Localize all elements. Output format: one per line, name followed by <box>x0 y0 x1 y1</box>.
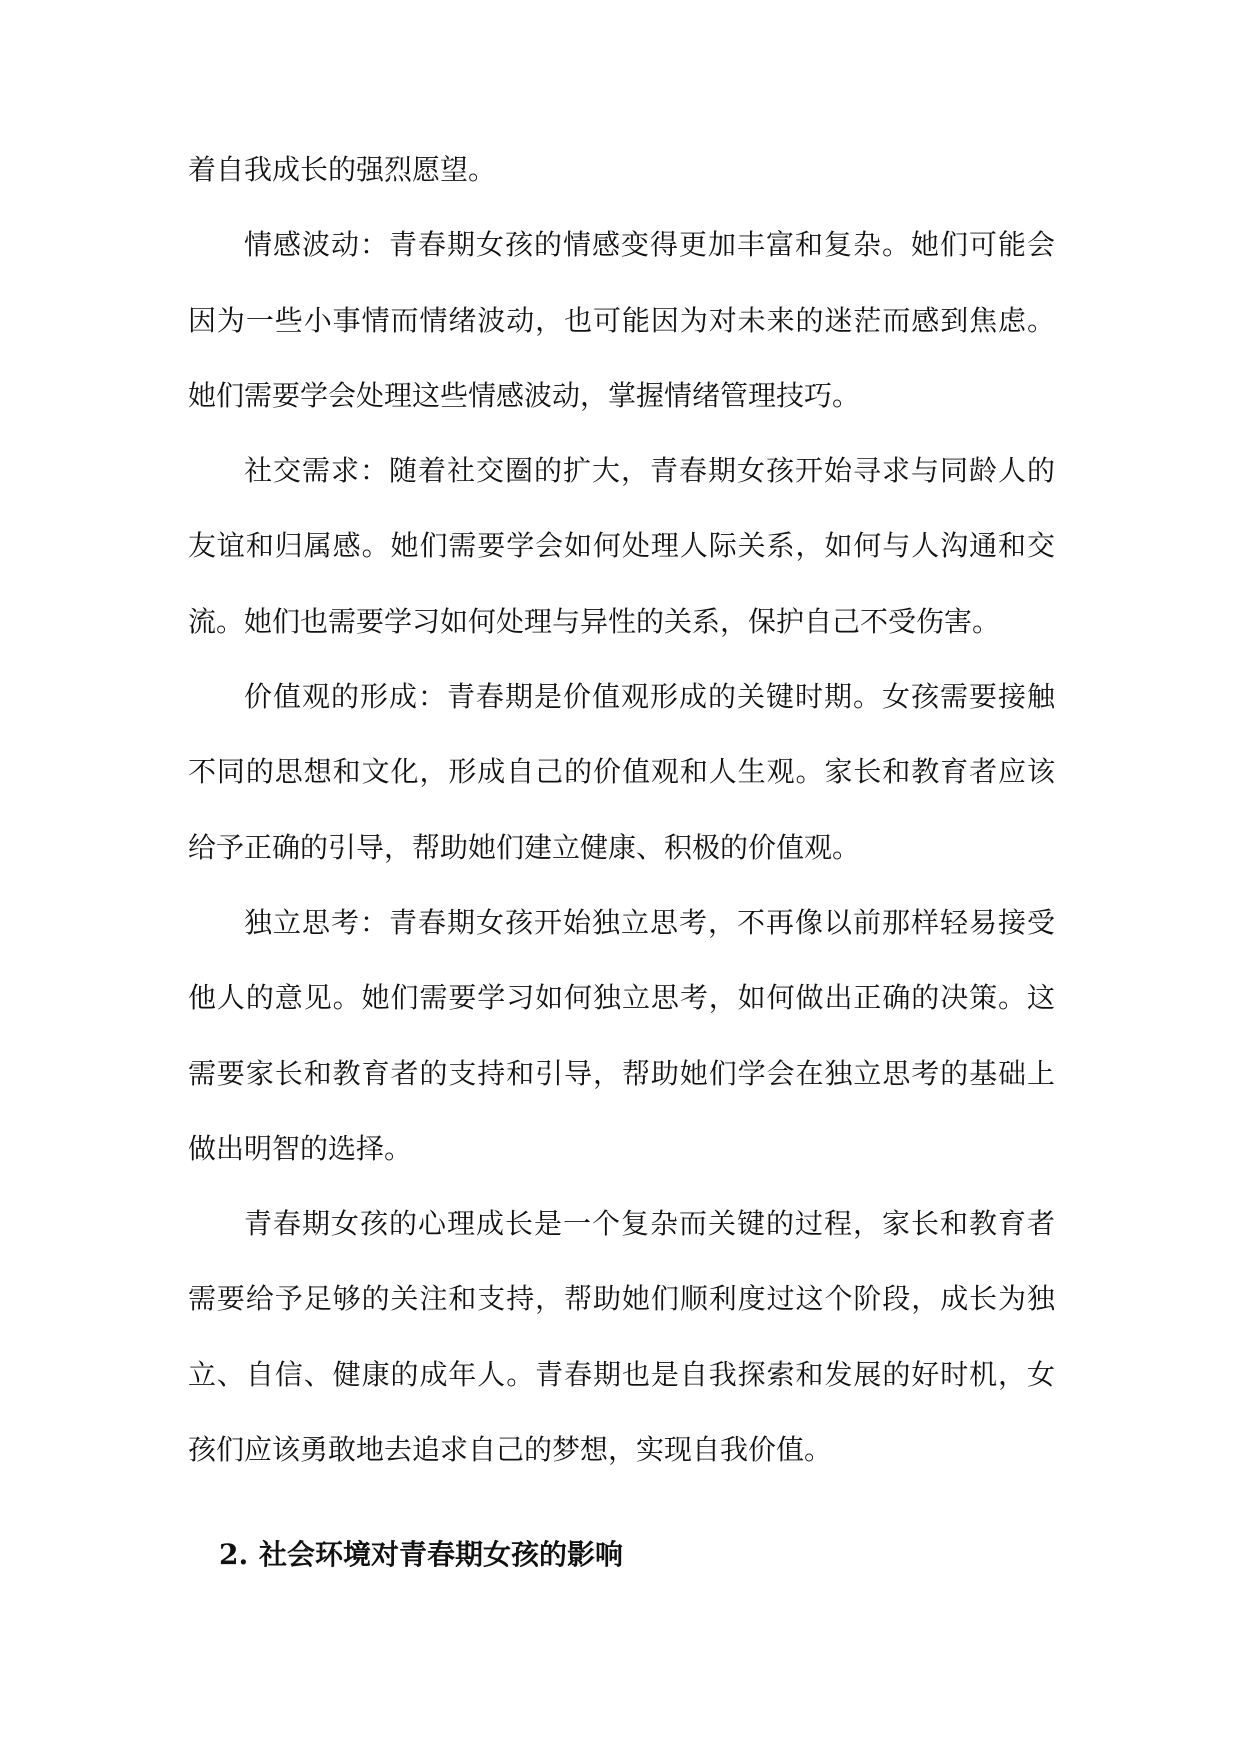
paragraph-line: 流。她们也需要学习如何处理与异性的关系，保护自己不受伤害。 <box>188 604 1001 638</box>
paragraph-line: 需要家长和教育者的支持和引导，帮助她们学会在独立思考的基础上 <box>188 1056 1055 1090</box>
paragraph-line: 友谊和归属感。她们需要学会如何处理人际关系，如何与人沟通和交 <box>188 529 1055 563</box>
paragraph-continuation <box>188 132 1055 207</box>
paragraph-line: 他人的意见。她们需要学习如何独立思考，如何做出正确的决策。这 <box>188 981 1055 1015</box>
paragraph-line: 着自我成长的强烈愿望。 <box>188 153 497 186</box>
paragraph-line: 独立思考：青春期女孩开始独立思考，不再像以前那样轻易接受 <box>244 905 1055 939</box>
paragraph-line: 她们需要学会处理这些情感波动，掌握情绪管理技巧。 <box>188 378 861 412</box>
paragraph-line: 价值观的形成：青春期是价值观形成的关键时期。女孩需要接触 <box>244 680 1055 714</box>
paragraph-line: 社交需求：随着社交圈的扩大，青春期女孩开始寻求与同龄人的 <box>244 454 1055 488</box>
paragraph-line: 需要给予足够的关注和支持，帮助她们顺利度过这个阶段，成长为独 <box>188 1282 1055 1316</box>
paragraph-line: 给予正确的引导，帮助她们建立健康、积极的价值观。 <box>188 830 861 864</box>
paragraph-emotional-fluctuation <box>188 207 1055 433</box>
paragraph-line: 做出明智的选择。 <box>188 1131 413 1165</box>
body-text <box>188 132 1055 1487</box>
paragraph-line: 孩们应该勇敢地去追求自己的梦想，实现自我价值。 <box>188 1433 833 1467</box>
paragraph-line: 立、自信、健康的成年人。青春期也是自我探索和发展的好时机，女 <box>188 1357 1055 1391</box>
paragraph-line: 情感波动：青春期女孩的情感变得更加丰富和复杂。她们可能会 <box>244 228 1055 262</box>
paragraph-line: 青春期女孩的心理成长是一个复杂而关键的过程，家长和教育者 <box>244 1207 1055 1241</box>
paragraph-values-formation <box>188 659 1055 885</box>
section-heading <box>219 1533 623 1577</box>
paragraph-independent-thinking <box>188 885 1055 1186</box>
paragraph-line: 因为一些小事情而情绪波动，也可能因为对未来的迷茫而感到焦虑。 <box>188 303 1055 337</box>
paragraph-line: 不同的思想和文化，形成自己的价值观和人生观。家长和教育者应该 <box>188 755 1055 789</box>
paragraph-summary <box>188 1186 1055 1487</box>
section-number: 2. <box>219 1538 249 1571</box>
section-title: 社会环境对青春期女孩的影响 <box>259 1538 624 1571</box>
paragraph-social-needs <box>188 433 1055 659</box>
